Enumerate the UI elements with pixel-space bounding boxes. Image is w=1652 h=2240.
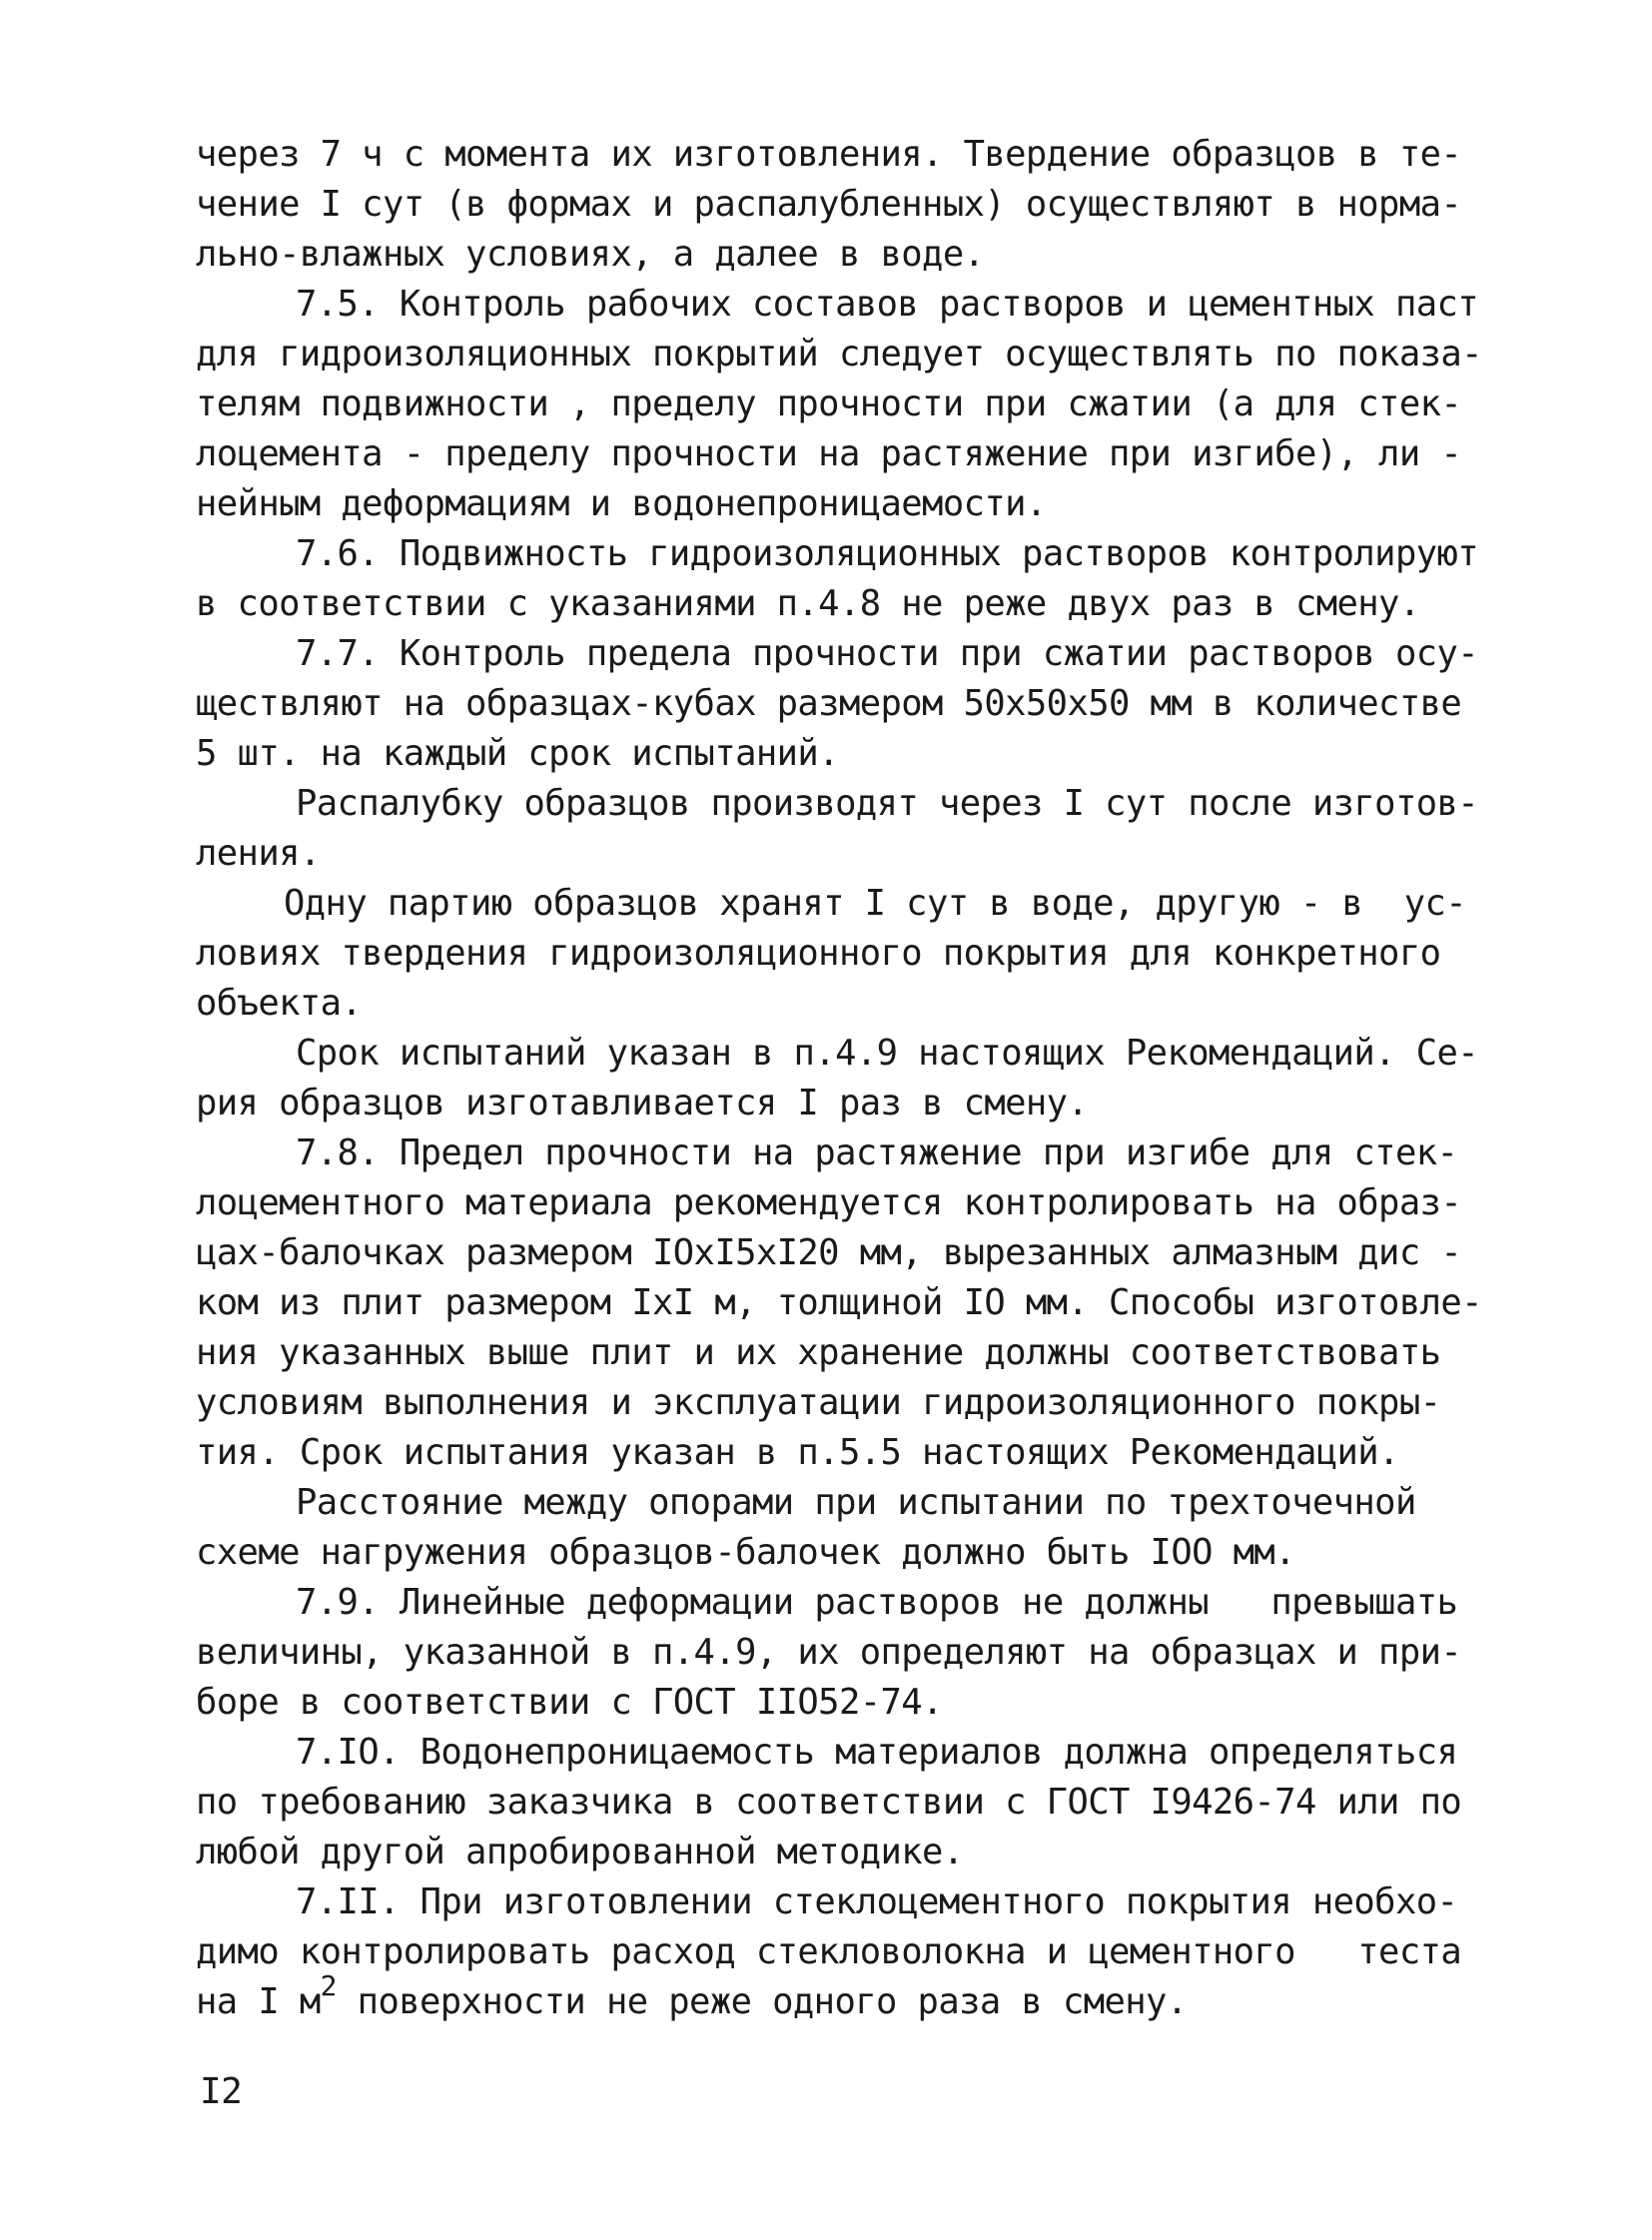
text-line: лоцементного материала рекомендуется контролировать на образ- [196,1182,1462,1223]
paragraph-formwork: Распалубку образцов производят через I сут после изготов- [296,783,1479,824]
text-line: нейным деформациям и водонепроницаемости. [196,483,1047,524]
paragraph-7-6: 7.6. Подвижность гидроизоляционных растворов контролируют [296,533,1479,574]
text-line: телям подвижности , пределу прочности при сжатии (а для стек- [196,383,1462,424]
text-line: любой другой апробированной методике. [196,1832,964,1872]
text-line: льно-влажных условиях, а далее в воде. [196,234,985,275]
text-line: чение I сут (в формах и распалубленных) осуществляют в норма- [196,184,1462,225]
document-body [196,130,1482,2027]
text-line: схеме нагружения образцов-балочек должно быть IOO мм. [196,1532,1295,1573]
text-line: 5 шт. на каждый срок испытаний. [196,733,839,774]
text-line: ществляют на образцах-кубах размером 50х50х50 мм в количестве [196,683,1462,724]
text-line: условиям выполнения и эксплуатации гидроизоляционного покры- [196,1382,1441,1423]
paragraph-7-9: 7.9. Линейные деформации растворов не должны превышать [296,1582,1458,1623]
text-fragment: поверхности не реже одного раза в смену. [336,1981,1188,2022]
paragraph-7-7: 7.7. Контроль предела прочности при сжатии растворов осу- [296,633,1479,674]
text-line: величины, указанной в п.4.9, их определяют на образцах и при- [196,1632,1462,1673]
text-line: рия образцов изготавливается I раз в смену. [196,1083,1089,1123]
superscript-exponent: 2 [320,1969,337,2002]
text-line-with-superscript [196,1969,1464,2027]
paragraph-test-period: Срок испытаний указан в п.4.9 настоящих Рекомендаций. Се- [296,1033,1479,1074]
text-line: боре в соответствии с ГОСТ IIO52-74. [196,1682,943,1723]
text-line: ления. [196,833,321,874]
page-number: I2 [200,2071,243,2112]
text-line: димо контролировать расход стекловолокна и цементного теста [196,1931,1462,1972]
text-line: для гидроизоляционных покрытий следует осуществлять по показа- [196,334,1482,374]
paragraph-7-5: 7.5. Контроль рабочих составов растворов и цементных паст [296,284,1479,325]
text-line: объекта. [196,983,363,1024]
paragraph-7-10: 7.IO. Водонепроницаемость материалов должна определяться [296,1732,1458,1773]
paragraph-7-8: 7.8. Предел прочности на растяжение при изгибе для стек- [296,1132,1458,1173]
text-line: цах-балочках размером IOxI5xI20 мм, вырезанных алмазным дис - [196,1232,1462,1273]
text-line: по требованию заказчика в соответствии с ГОСТ I9426-74 или по [196,1782,1462,1823]
text-line: тия. Срок испытания указан в п.5.5 настоящих Рекомендаций. [196,1432,1399,1473]
paragraph-support-distance: Расстояние между опорами при испытании по трехточечной [296,1482,1416,1523]
text-line: ком из плит размером IxI м, толщиной IO мм. Способы изготовле- [196,1282,1482,1323]
text-line: лоцемента - пределу прочности на растяжение при изгибе), ли - [196,433,1462,474]
paragraph-7-11: 7.II. При изготовлении стеклоцементного покрытия необхо- [296,1881,1458,1922]
text-fragment: на I м [196,1981,321,2022]
text-line: ния указанных выше плит и их хранение должны соответствовать [196,1332,1441,1373]
text-line: через 7 ч с момента их изготовления. Твердение образцов в те- [196,134,1462,175]
paragraph-storage: Одну партию образцов хранят I сут в воде, другую - в ус- [284,883,1467,924]
text-line: ловиях твердения гидроизоляционного покрытия для конкретного [196,933,1441,974]
text-line: в соответствии с указаниями п.4.8 не реже двух раз в смену. [196,583,1420,624]
